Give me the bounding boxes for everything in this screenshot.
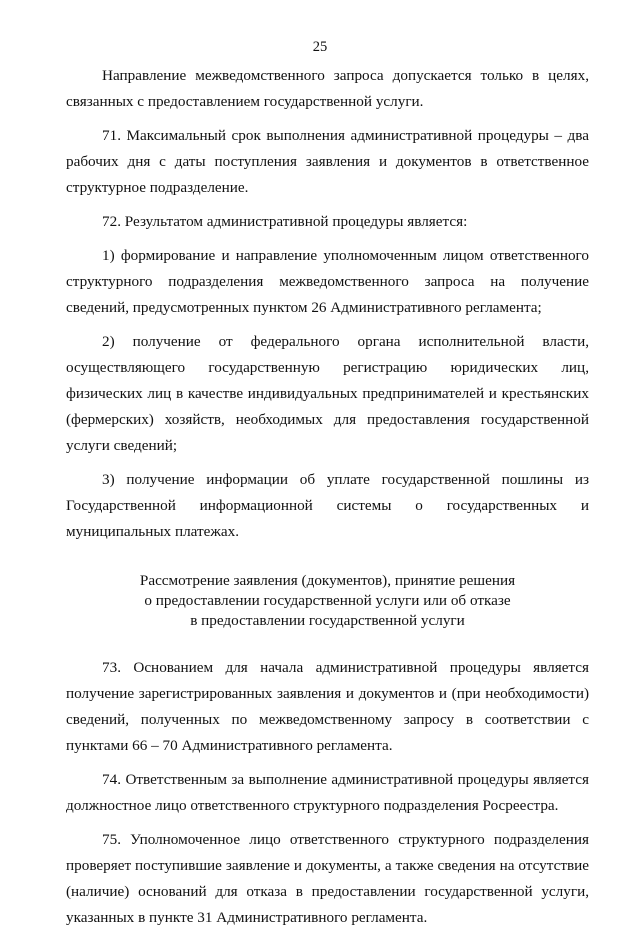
paragraph-73: 73. Основанием для начала административной процедуры является получение зарегистрированных заявления и документов и (при необходимости) сведений, полученных по межведомственному запросу в соответствии с пунктами 66 – 70 Административного регламента. xyxy=(66,659,589,754)
list-item-1: 1) формирование и направление уполномоченным лицом ответственного структурного подразделения межведомственного запроса на получение сведений, предусмотренных пунктом 26 Административного регламента; xyxy=(66,247,589,316)
document-body xyxy=(66,63,589,939)
section-heading-line: о предоставлении государственной услуги или об отказе xyxy=(144,592,511,609)
paragraph-72: 72. Результатом административной процедуры является: xyxy=(102,213,468,230)
page-number: 25 xyxy=(312,39,328,55)
paragraph-71: 71. Максимальный срок выполнения административной процедуры – два рабочих дня с даты поступления заявления и документов в ответственное структурное подразделение. xyxy=(66,127,589,196)
list-item-3: 3) получение информации об уплате государственной пошлины из Государственной информационной системы о государственных и муниципальных платежах. xyxy=(66,471,589,540)
list-item-2: 2) получение от федерального органа исполнительной власти, осуществляющего государственную регистрацию юридических лиц, физических лиц в качестве индивидуальных предпринимателей и крестьянских (фермерских) хозяйств, необходимых для предоставления государственной услуги сведений; xyxy=(66,333,589,454)
section-heading-line: Рассмотрение заявления (документов), принятие решения xyxy=(139,572,516,589)
paragraph-referral-scope: Направление межведомственного запроса допускается только в целях, связанных с предоставлением государственной услуги. xyxy=(66,67,589,110)
section-heading-line: в предоставлении государственной услуги xyxy=(190,612,465,629)
section-heading xyxy=(66,571,589,631)
paragraph-74: 74. Ответственным за выполнение административной процедуры является должностное лицо ответственного структурного подразделения Росреестра. xyxy=(66,771,589,814)
paragraph-75: 75. Уполномоченное лицо ответственного структурного подразделения проверяет поступившие заявление и документы, а также сведения на отсутствие (наличие) оснований для отказа в предоставлении государственной услуги, указанных в пункте 31 Административного регламента. xyxy=(66,831,589,926)
